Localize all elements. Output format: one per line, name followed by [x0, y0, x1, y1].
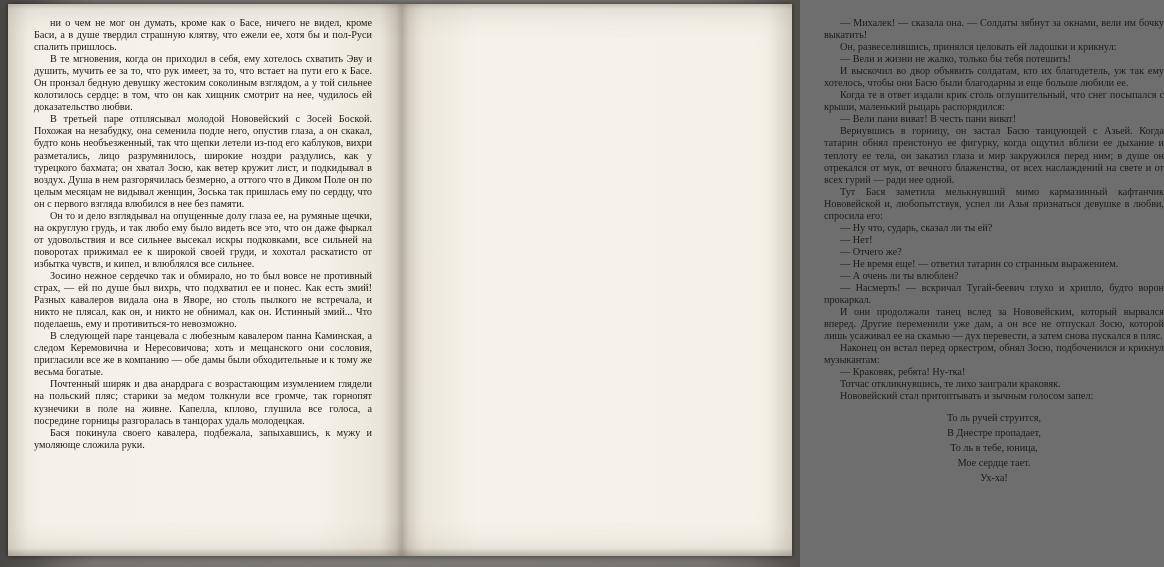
paragraph: Тут Бася заметила мелькнувший мимо кармазинный кафтанчик Нововейской и, любопытствуя, успел ли Азья признаться девушке в любви, спросила его: [824, 186, 1164, 222]
paragraph: — Не время еще! — ответил татарин со странным выражением. [840, 258, 1119, 270]
paragraph: Он, развеселившись, принялся целовать ей ладошки и крикнул: [840, 42, 1117, 54]
paragraph: — Ну что, сударь, сказал ли ты ей? [840, 222, 993, 234]
verse-line: То ль в тебе, юница, [950, 443, 1038, 455]
right-page [400, 4, 1164, 556]
paragraph: — Краковяк, ребята! Ну-тка! [840, 367, 966, 379]
paragraph: Наконец он встал перед оркестром, обнял Зосю, подбоченился и крикнул музыкантам: [824, 343, 1164, 367]
paragraph: Вернувшись в горницу, он застал Басю танцующей с Азьей. Когда татарин обнял преистонуо ее фигурку, когда ощутил вблизи ее дыхание и теплоту ее тела, он закатил глаза и мир закружился перед ним; в душе он отрекался от мук, от вечного блаженства, от всех наслаждений на свете и от всех гурий — ради нее одной. [824, 126, 1164, 186]
paragraph: И выскочил во двор объявить солдатам, кто их благодетель, уж так ему хотелось, чтобы они Басю были благодарны и еще больше любили ее. [824, 66, 1164, 90]
verse-line: В Днестре пропадает, [947, 428, 1041, 440]
paragraph: Когда те в ответ издали крик столь оглушительный, что снег посыпался с крыши, маленький рыцарь распорядился: [824, 90, 1164, 114]
verse-line: Мое сердце тает. [957, 458, 1031, 470]
paragraph: — Вели пани виват! В честь пани виват! [840, 114, 1017, 126]
page-top-edge [8, 4, 400, 9]
left-page [8, 4, 400, 556]
paragraph: — Насмерть! — вскричал Тугай-беевич глухо и хрипло, будто ворон прокаркал. [824, 283, 1164, 307]
paragraph: В следующей паре танцевала с любезным кавалером панна Каминская, а следом Керемовична и Нересовичова; хоть и мещанского они сословия, пригласили все же в компанию — обе дамы были обходительные и к тому же весьма богатые. [34, 331, 372, 379]
paragraph: Нововейский стал притоптывать и зычным голосом запел: [840, 391, 1094, 403]
verse-line: То ль ручей струится, [946, 412, 1041, 424]
verse-line: Ух-ха! [980, 473, 1008, 485]
paragraph: — Отчего же? [840, 246, 902, 258]
right-page-text-column [824, 18, 1164, 485]
open-book [8, 4, 1164, 556]
page-bottom-edge [400, 548, 792, 556]
paragraph: Зосино нежное сердечко так и обмирало, но то был вовсе не противный страх, — ей по душе был вихрь, что подхватил ее и понес. Как есть змий! Разных кавалеров видала она в Яворе, но столь пылкого не встречала, и никто не плясал, как он, и никто не обнимал, как он. Истинный змий... Что поделаешь, ему и противиться-то невозможно. [34, 270, 372, 331]
paragraph: — Нет! [840, 234, 873, 246]
paragraph: Он то и дело взглядывал на опущенные долу глаза ее, на румяные щечки, на округлую грудь, и так любо ему было видеть все это, что он даже фыркал от удовольствия и все сильнее высекал искры подковками, все сильней на поворотах прижимал ее к широкой своей груди, и хохотал раскатисто от избытка чувств, и кипел, и влюблялся все сильнее. [34, 210, 372, 270]
paragraph: — Михалек! — сказала она. — Солдаты зябнут за окнами, вели им бочку выкатить! [824, 18, 1164, 42]
paragraph: ни о чем не мог он думать, кроме как о Басе, ничего не видел, кроме Баси, а в душе твердил страшную клятву, что ежели ее, хотя бы и пол-Руси спалить пришлось. [34, 18, 372, 54]
paragraph: — А очень ли ты влюблен? [840, 270, 959, 282]
page-top-edge [400, 4, 792, 9]
paragraph: В те мгновения, когда он приходил в себя, ему хотелось схватить Эву и душить, мучить ее за то, что рук имеет, за то, что встает на пути его к Басе. Он пронзал бедную девушку жестоким соколиным взглядом, а у той сильнее колотилось сердце: в том, что он как хищник смотрит на нее, чудилось ей доказательство любви. [34, 54, 372, 114]
page-bottom-edge [8, 548, 400, 556]
left-page-text-column [34, 18, 372, 452]
paragraph: Тотчас откликнувшись, те лихо заиграли краковяк. [840, 379, 1061, 391]
paragraph: И они продолжали танец вслед за Нововейским, который вырвался вперед. Другие переменили уже дам, а он все не отпускал Зосю, которой лишь усаживал ее на скамью — дух перевести, а затем снова пускался в пляс. [824, 307, 1164, 343]
paragraph: В третьей паре отплясывал молодой Нововейский с Зосей Боской. Похожая на незабудку, она семенила подле него, опустив глаза, а он скакал, будто конь необъезженный, так что щепки летели из-под его каблуков, вихри разметались, лицо разрумянилось, широкие ноздри раздулись, как у турецкого бахмата; он хватал Зосю, как ветер кружит лист, и подкидывал в воздух. Душа в нем разгорячилась безмерно, а оттого что в Диком Поле он по целым месяцам не видывал женщин, Зоська так пришлась ему по сердцу, что он с первого взгляда влюбился в нее без памяти. [34, 114, 372, 210]
paragraph: Бася покинула своего кавалера, подбежала, запыхавшись, к мужу и умоляюще сложила руки. [34, 427, 372, 451]
paragraph: — Вели и жизни не жалко, только бы тебя потешить! [840, 54, 1071, 66]
paragraph: Почтенный ширяк и два анардрага с возрастающим изумлением глядели на польский пляс; старики за медом толкнули все громче, так горнопят кузнечики в поле на живне. Капелла, кплово, глушила все голоса, а посредине горницы разгоралась в танцорах удаль молодецкая. [34, 379, 372, 427]
